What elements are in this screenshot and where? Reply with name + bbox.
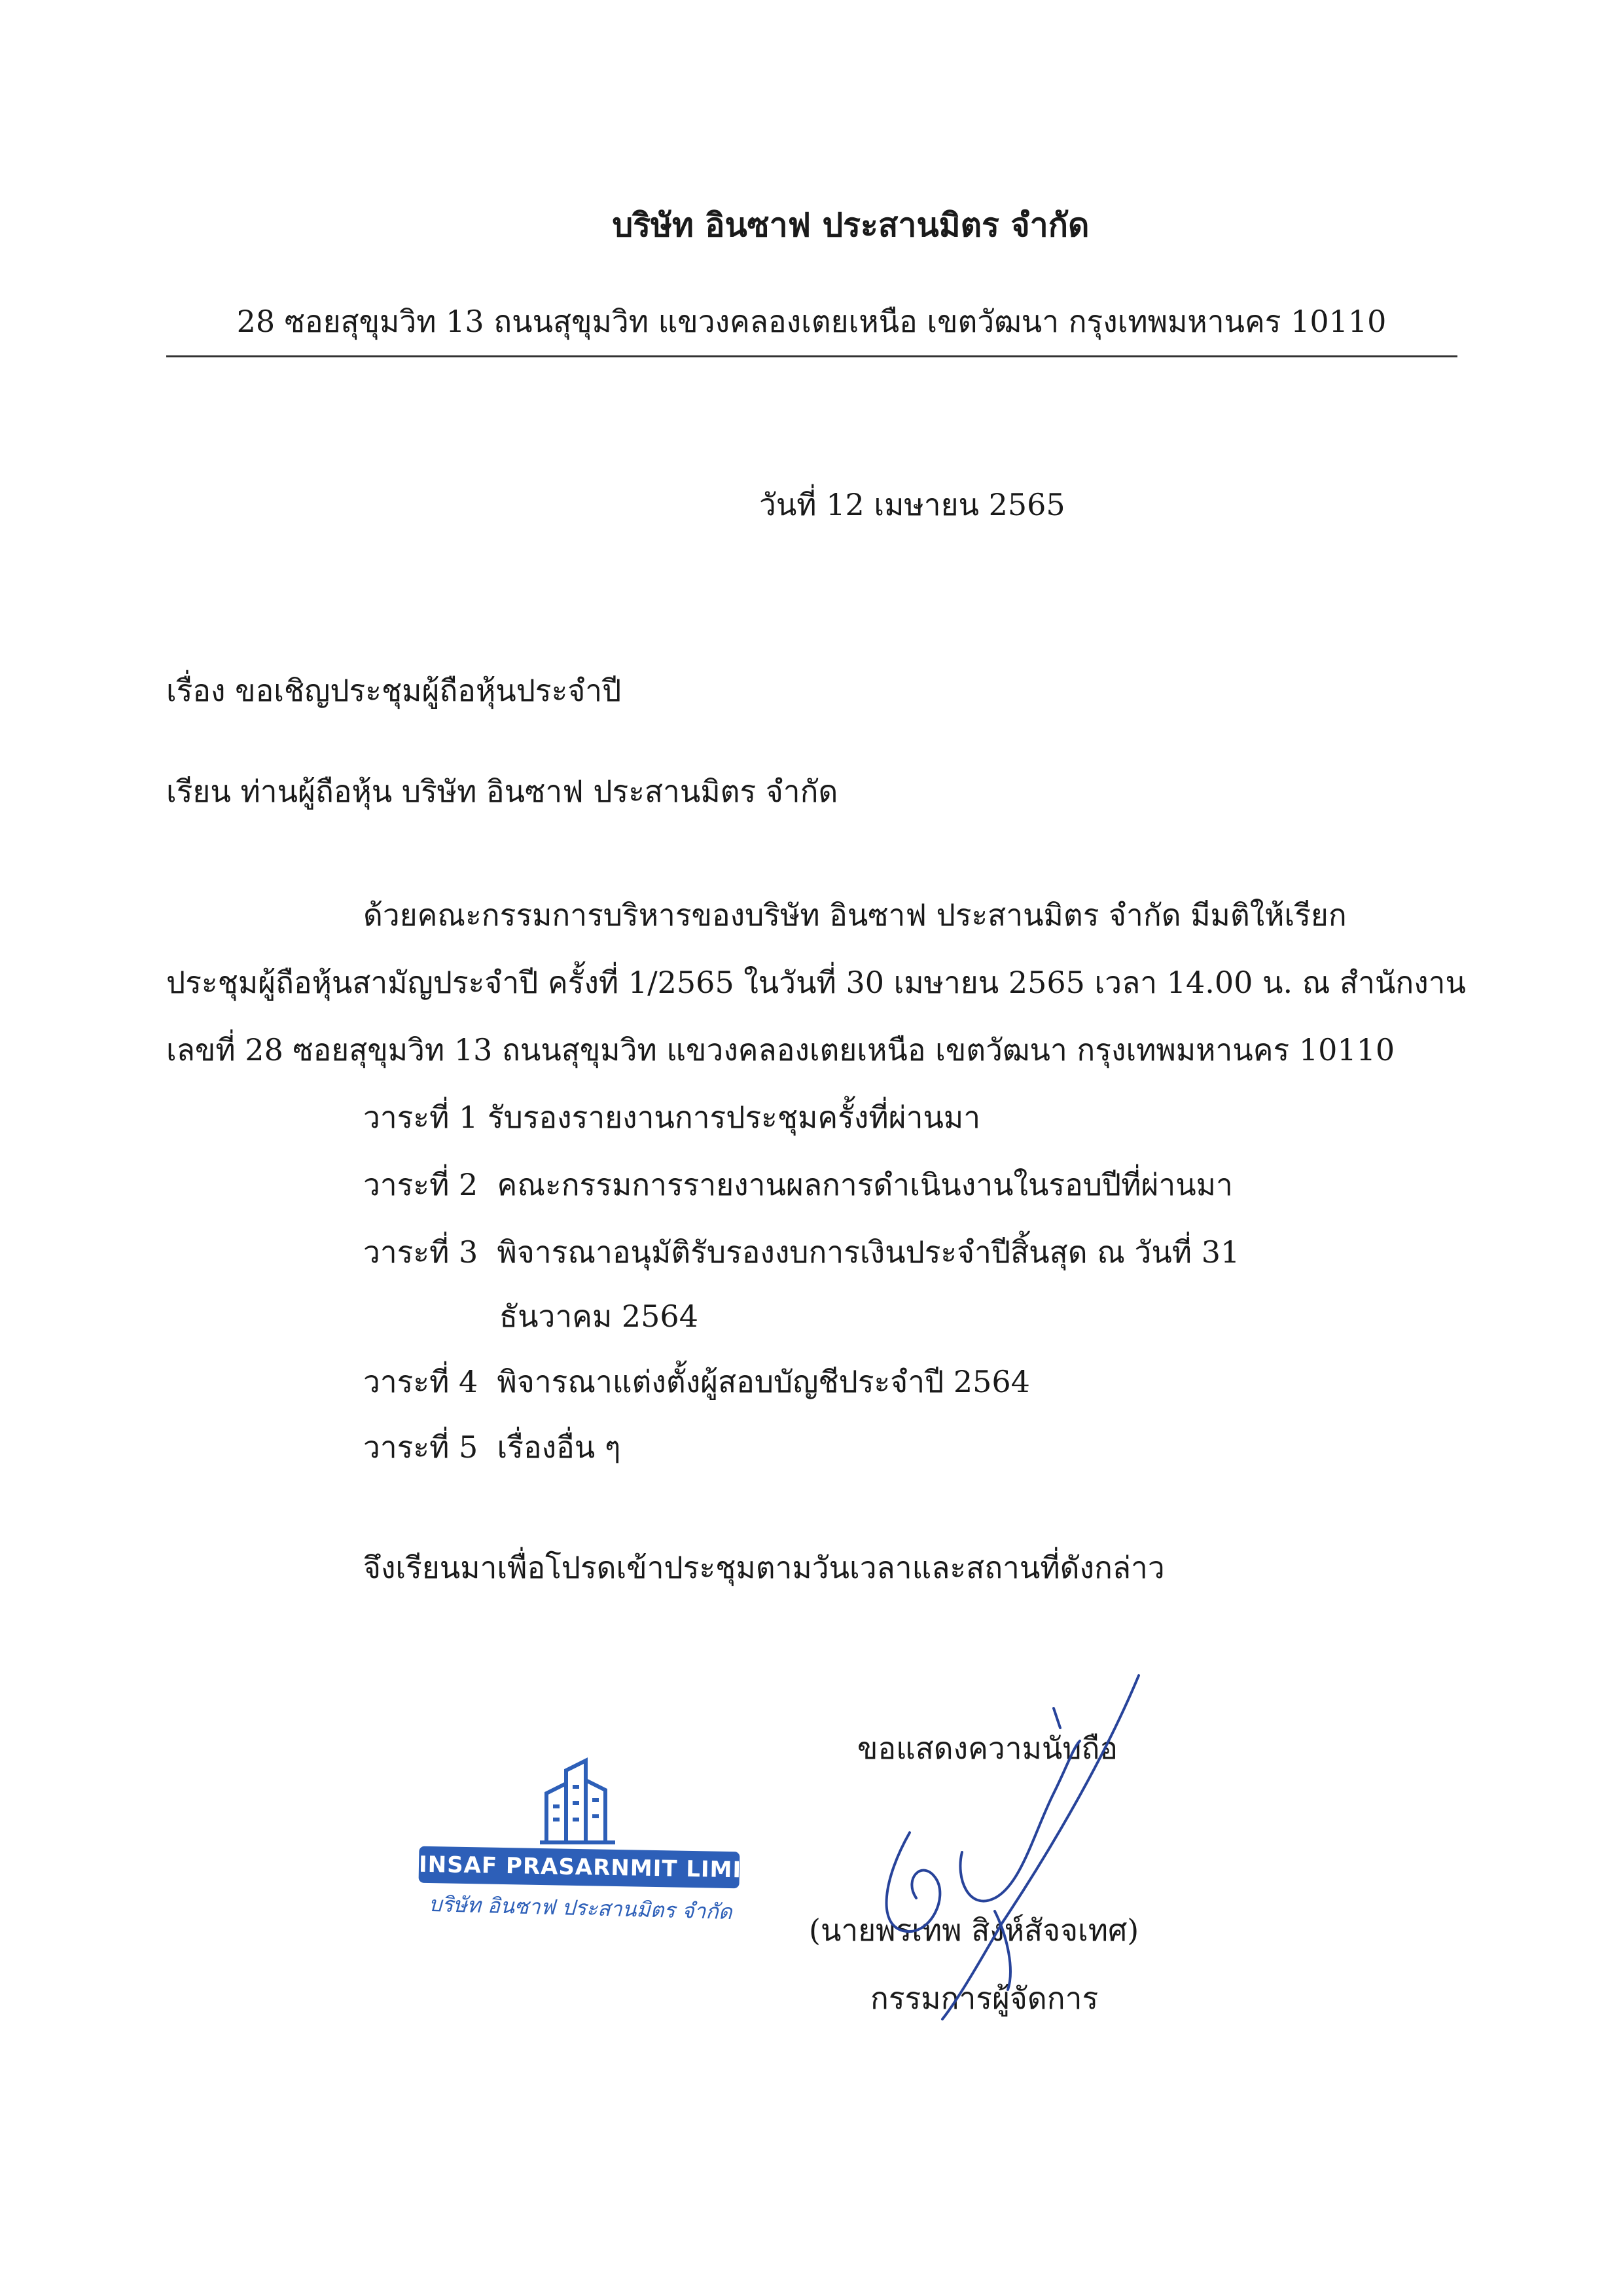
agenda-text-continued: ธันวาคม 2564 (499, 1299, 698, 1334)
letter-date: วันที่ 12 เมษายน 2565 (759, 487, 1065, 522)
agenda-item (363, 1234, 1240, 1270)
handwritten-signature (857, 1662, 1158, 2029)
body-line-2: ประชุมผู้ถือหุ้นสามัญประจำปี ครั้งที่ 1/2565 ในวันที่ 30 เมษายน 2565 เวลา 14.00 น. ณ สำนักงาน (166, 965, 1466, 1000)
agenda-item (363, 1364, 1030, 1399)
agenda-text: เรื่องอื่น ๆ (497, 1429, 621, 1465)
building-logo-icon (540, 1754, 618, 1846)
body-line-1: ด้วยคณะกรรมการบริหารของบริษัท อินซาฟ ประสานมิตร จำกัด มีมติให้เรียก (363, 897, 1347, 933)
subject-line: เรื่อง ขอเชิญประชุมผู้ถือหุ้นประจำปี (166, 673, 622, 708)
body-line-3: เลขที่ 28 ซอยสุขุมวิท 13 ถนนสุขุมวิท แขวงคลองเตยเหนือ เขตวัฒนา กรุงเทพมหานคร 10110 (166, 1032, 1395, 1067)
agenda-text: รับรองรายงานการประชุมครั้งที่ผ่านมา (487, 1100, 981, 1135)
stamp-thai-name: บริษัท อินซาฟ ประสานมิตร จำกัด (428, 1891, 733, 1925)
agenda-label: วาระที่ 2 (363, 1167, 478, 1202)
agenda-item (363, 1100, 981, 1135)
header-divider (166, 355, 1457, 357)
agenda-label: วาระที่ 4 (363, 1364, 478, 1399)
agenda-item (363, 1167, 1233, 1202)
agenda-text: พิจารณาอนุมัติรับรองงบการเงินประจำปีสิ้นสุด ณ วันที่ 31 (497, 1234, 1240, 1270)
agenda-label: วาระที่ 5 (363, 1429, 478, 1465)
company-stamp (416, 1754, 793, 1925)
recipient-line: เรียน ท่านผู้ถือหุ้น บริษัท อินซาฟ ประสานมิตร จำกัด (166, 774, 838, 809)
stamp-english-name: INSAF PRASARNMIT LIMITED (419, 1846, 740, 1889)
agenda-label: วาระที่ 3 (363, 1234, 478, 1270)
closing-line: จึงเรียนมาเพื่อโปรดเข้าประชุมตามวันเวลาและสถานที่ดังกล่าว (363, 1550, 1165, 1585)
regards-text: ขอแสดงความนับถือ (857, 1731, 1118, 1766)
agenda-text: พิจารณาแต่งตั้งผู้สอบบัญชีประจำปี 2564 (497, 1364, 1030, 1399)
company-name: บริษัท อินซาฟ ประสานมิตร จำกัด (612, 206, 1090, 244)
agenda-label: วาระที่ 1 (363, 1100, 478, 1135)
signatory-name: (นายพรเทพ สิงห์สัจจเทศ) (809, 1912, 1139, 1948)
company-address: 28 ซอยสุขุมวิท 13 ถนนสุขุมวิท แขวงคลองเตยเหนือ เขตวัฒนา กรุงเทพมหานคร 10110 (236, 304, 1387, 339)
signatory-position: กรรมการผู้จัดการ (870, 1981, 1099, 2016)
agenda-text: คณะกรรมการรายงานผลการดำเนินงานในรอบปีที่ผ่านมา (497, 1167, 1233, 1202)
agenda-item (363, 1429, 621, 1465)
